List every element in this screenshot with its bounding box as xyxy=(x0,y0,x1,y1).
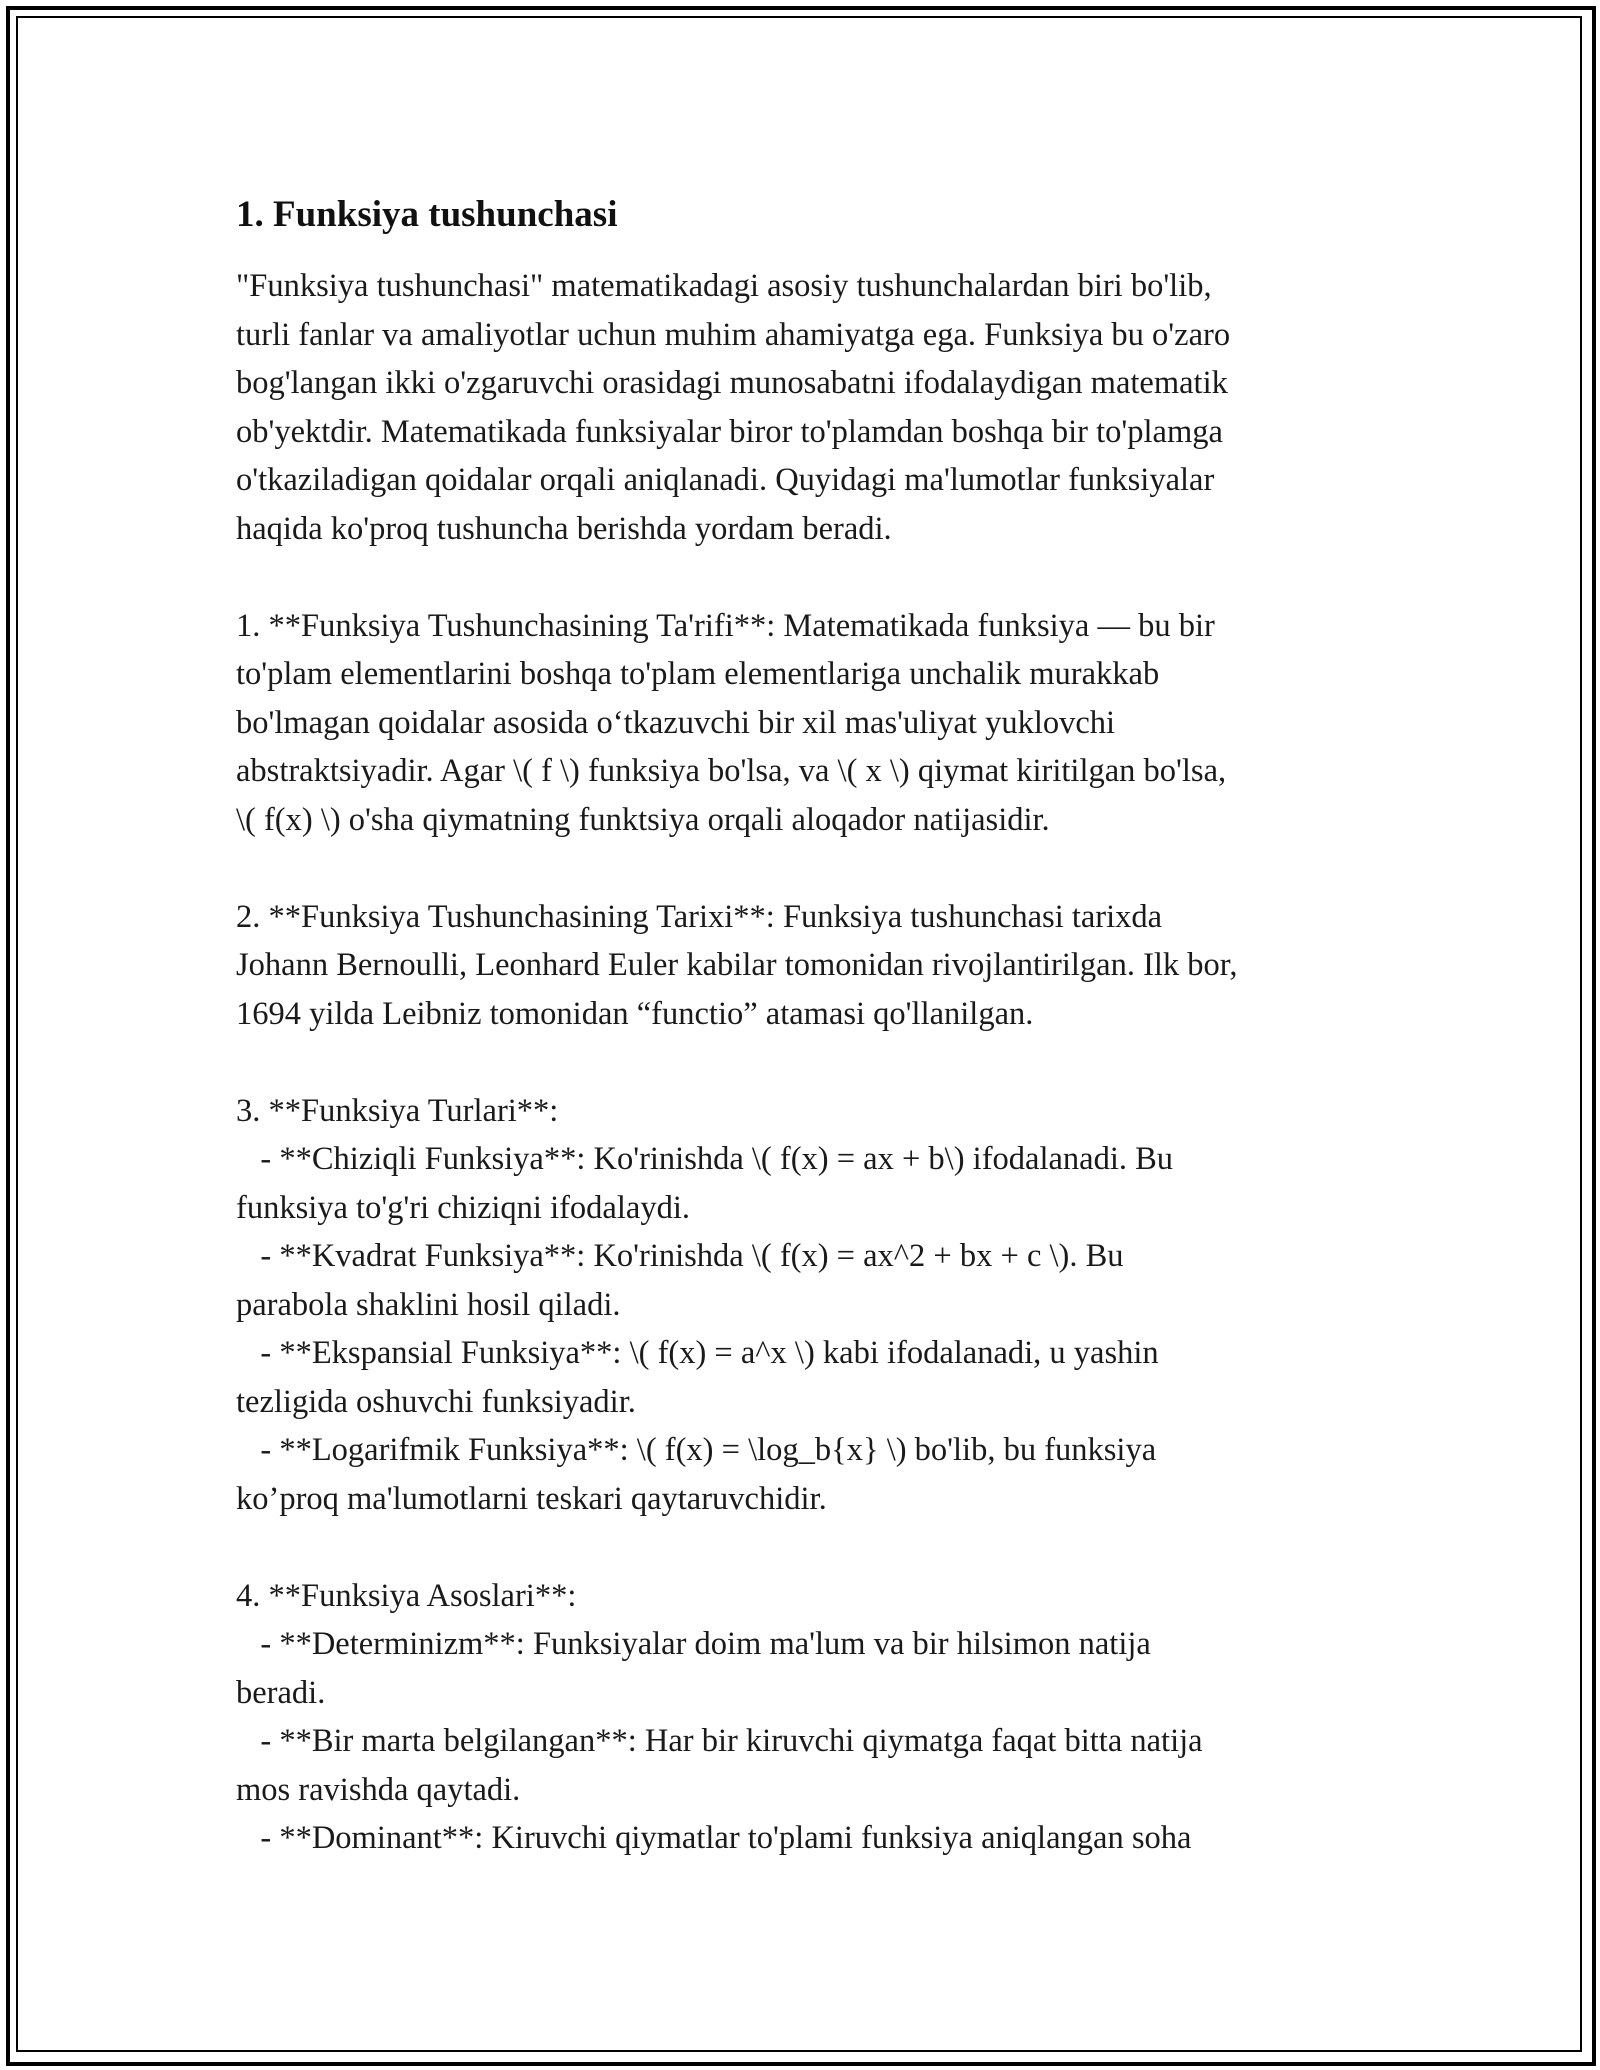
text-line: - **Determinizm**: Funksiyalar doim ma'lum va bir hilsimon natija xyxy=(236,1626,1151,1662)
paragraph-gap xyxy=(236,1038,1376,1087)
text-line: 3. **Funksiya Turlari**: xyxy=(236,1092,559,1129)
document-text xyxy=(236,262,1376,1863)
text-line: ob'yektdir. Matematikada funksiyalar biror to'plamdan boshqa bir to'plamga xyxy=(236,413,1223,450)
paragraph-gap xyxy=(236,1523,1376,1572)
text-line: beradi. xyxy=(236,1674,326,1711)
text-line: - **Chiziqli Funksiya**: Ko'rinishda \( f(x) = ax + b\) ifodalanadi. Bu xyxy=(236,1141,1174,1177)
text-line: mos ravishda qaytadi. xyxy=(236,1771,521,1808)
text-line: bog'langan ikki o'zgaruvchi orasidagi munosabatni ifodalaydigan matematik xyxy=(236,365,1228,401)
text-line: 1694 yilda Leibniz tomonidan “functio” atamasi qo'llanilgan. xyxy=(236,995,1034,1032)
text-line: \( f(x) \) o'sha qiymatning funktsiya orqali aloqador natijasidir. xyxy=(236,801,1050,838)
text-line: parabola shaklini hosil qiladi. xyxy=(236,1286,621,1323)
document-title: 1. Funksiya tushunchasi xyxy=(236,194,618,235)
document-body xyxy=(236,180,1376,1863)
text-line: turli fanlar va amaliyotlar uchun muhim ahamiyatga ega. Funksiya bu o'zaro xyxy=(236,316,1231,353)
text-line: to'plam elementlarini boshqa to'plam elementlariga unchalik murakkab xyxy=(236,656,1160,692)
paragraph-gap xyxy=(236,553,1376,602)
text-line: - **Dominant**: Kiruvchi qiymatlar to'plami funksiya aniqlangan soha xyxy=(236,1820,1192,1856)
text-line: - **Kvadrat Funksiya**: Ko'rinishda \( f(x) = ax^2 + bx + c \). Bu xyxy=(236,1238,1124,1274)
text-line: "Funksiya tushunchasi" matematikadagi asosiy tushunchalardan biri bo'lib, xyxy=(236,268,1212,304)
paragraph-gap xyxy=(236,844,1376,893)
text-line: - **Bir marta belgilangan**: Har bir kiruvchi qiymatga faqat bitta natija xyxy=(236,1723,1203,1759)
text-line: funksiya to'g'ri chiziqni ifodalaydi. xyxy=(236,1189,690,1226)
text-line: bo'lmagan qoidalar asosida o‘tkazuvchi bir xil mas'uliyat yuklovchi xyxy=(236,704,1116,741)
text-line: 2. **Funksiya Tushunchasining Tarixi**: Funksiya tushunchasi tarixda xyxy=(236,898,1163,935)
text-line: - **Logarifmik Funksiya**: \( f(x) = \log_b{x} \) bo'lib, bu funksiya xyxy=(236,1432,1157,1468)
text-line: ko’proq ma'lumotlarni teskari qaytaruvchidir. xyxy=(236,1480,827,1517)
text-line: tezligida oshuvchi funksiyadir. xyxy=(236,1383,636,1420)
text-line: Johann Bernoulli, Leonhard Euler kabilar tomonidan rivojlantirilgan. Ilk bor, xyxy=(236,947,1238,983)
text-line: 1. **Funksiya Tushunchasining Ta'rifi**: Matematikada funksiya — bu bir xyxy=(236,607,1215,644)
text-line: 4. **Funksiya Asoslari**: xyxy=(236,1577,577,1614)
text-line: o'tkaziladigan qoidalar orqali aniqlanadi. Quyidagi ma'lumotlar funksiyalar xyxy=(236,462,1215,498)
text-line: abstraktsiyadir. Agar \( f \) funksiya bo'lsa, va \( x \) qiymat kiritilgan bo'lsa, xyxy=(236,753,1227,789)
text-line: - **Ekspansial Funksiya**: \( f(x) = a^x \) kabi ifodalanadi, u yashin xyxy=(236,1335,1159,1371)
text-line: haqida ko'proq tushuncha berishda yordam beradi. xyxy=(236,510,892,547)
